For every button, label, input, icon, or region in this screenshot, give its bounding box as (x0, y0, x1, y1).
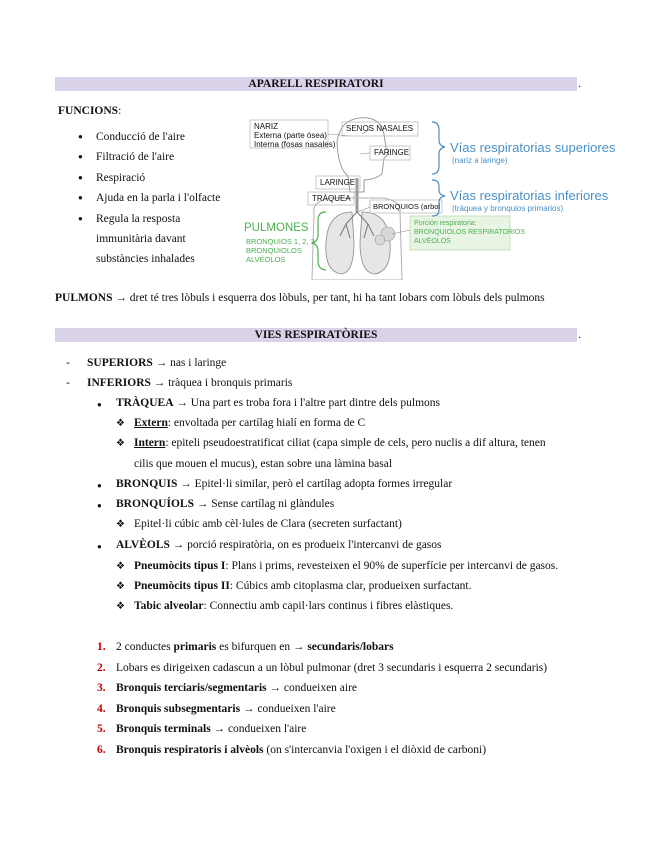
intern-line (134, 437, 546, 449)
bronquis-line (116, 478, 452, 490)
alveols-rest: → porció respiratòria, on es produeix l'intercanvi de gasos (169, 539, 442, 551)
tabic-line (134, 600, 453, 612)
functions-colon: : (118, 105, 122, 117)
functions-heading (58, 105, 121, 117)
pulmons-line (55, 292, 545, 304)
intern-rest: : epiteli pseudoestratificat ciliat (capa simple de cels, pero nuclis a dif altura, tenen (165, 437, 546, 449)
header-dot: . (578, 78, 581, 90)
numbered-item-mid: (on s'intercanvia l'oxigen i el diòxid de carboni) (263, 744, 487, 756)
numbered-item (116, 682, 357, 694)
pulmones-line1: BRONQUIOS 1, 2, 3 (246, 237, 315, 246)
upper-airways-sub: (nariz a laringe) (452, 156, 508, 165)
diamond-bullet-icon: ❖ (116, 581, 125, 592)
list-item-text: Ajuda en la parla i l'olfacte (96, 192, 221, 205)
bronquiols-line (116, 498, 334, 510)
pneumocits2-rest: : Cúbics amb citoplasma clar, produeixen surfactant. (229, 580, 472, 592)
numbered-item-pre: 2 conductes (116, 641, 174, 653)
intern-bold: Intern (134, 437, 166, 449)
list-item (78, 168, 248, 188)
numbered-item-bold: Bronquis terminals (116, 723, 211, 736)
list-number: 3. (97, 682, 106, 695)
numbered-item (116, 703, 336, 715)
superiors-line (87, 357, 226, 369)
superiors-rest: → nas i laringe (152, 357, 227, 369)
pneumocits1-line (134, 560, 558, 572)
extern-rest: : envoltada per cartílag hialí en forma de C (167, 417, 366, 429)
list-item-text: immunitària davant (96, 233, 186, 246)
tabic-rest: : Connectiu amb capil·lars continus i fibres elàstiques. (203, 600, 454, 612)
list-number: 5. (97, 723, 106, 736)
alveols-line (116, 539, 442, 551)
numbered-item (116, 744, 486, 756)
alveols-bold: ALVÈOLS (116, 539, 170, 551)
traquea-line (116, 397, 440, 409)
nariz-title: NARIZ (254, 122, 278, 131)
list-item-continuation (78, 249, 248, 269)
tabic-bold: Tabic alveolar (134, 600, 204, 612)
numbered-item-mid: → condueixen aire (266, 682, 358, 695)
traquea-label: TRÁQUEA (312, 194, 351, 203)
traquea-bold: TRÀQUEA (116, 397, 174, 409)
bronquiols-rest: → Sense cartílag ni glàndules (193, 498, 335, 510)
numbered-item-mid: → condueixen l'aire (210, 723, 307, 736)
pulmones-line3: ALVÉOLOS (246, 255, 286, 264)
numbered-item-mid: es bifurquen en (216, 641, 293, 653)
bronquiols-bold: BRONQUÍOLS (116, 498, 194, 510)
bronquiols-sub-line: Epitel·li cúbic amb cèl·lules de Clara (secreten surfactant) (134, 518, 402, 530)
pneumocits1-rest: : Plans i prims, revesteixen el 90% de superfície per intercanvi de gasos. (225, 560, 559, 572)
list-item (78, 147, 248, 167)
dash-marker: - (66, 377, 70, 389)
respiratory-diagram (242, 112, 622, 280)
diamond-bullet-icon: ❖ (116, 601, 125, 612)
numbered-item (116, 641, 394, 653)
dash-marker: - (66, 357, 70, 369)
list-item-text: Filtració de l'aire (96, 151, 175, 164)
respiratory-portion-box (414, 219, 525, 246)
lower-airways-sub: (tráquea y bronquios primarios) (452, 204, 564, 213)
list-item-continuation (78, 229, 248, 249)
header-dot: . (578, 329, 581, 341)
inferiors-line (87, 377, 292, 389)
nariz-label (254, 122, 335, 149)
laringe-label: LARINGE (320, 178, 356, 187)
numbered-item-bold: Bronquis terciaris/segmentaris (116, 682, 267, 695)
resp-title: Porción respiratoria: (414, 220, 477, 227)
numbered-item-bold2: → secundaris/lobars (292, 641, 394, 653)
pulmones-line2: BRONQUIOLOS (246, 246, 302, 255)
list-item-text: Conducció de l'aire (96, 131, 185, 143)
list-item (78, 127, 248, 147)
lower-airways-title: Vías respiratorias inferiores (450, 188, 609, 203)
list-item-text: substàncies inhalades (96, 253, 195, 266)
bronquis-bold: BRONQUIS (116, 478, 178, 490)
pulmons-bold: PULMONS (55, 292, 113, 304)
diamond-bullet-icon: ❖ (116, 561, 125, 572)
senos-label: SENOS NASALES (346, 124, 414, 133)
upper-airways-title: Vías respiratorias superiores (450, 140, 616, 155)
faringe-label: FARINGE (374, 148, 410, 157)
bullet-icon: ● (97, 542, 102, 551)
resp-line2: ALVÉOLOS (414, 238, 451, 245)
list-item-text: Respiració (96, 171, 146, 184)
pulmones-title: PULMONES (244, 222, 309, 234)
extern-line (134, 417, 365, 429)
functions-list (78, 127, 248, 270)
section-header-title: APARELL RESPIRATORI (248, 78, 384, 90)
traquea-rest: → Una part es troba fora i l'altre part dintre dels pulmons (173, 397, 441, 409)
superiors-bold: SUPERIORS (87, 357, 153, 369)
pulmones-list (246, 237, 315, 264)
nariz-line2: Interna (fosas nasales) (254, 140, 336, 149)
numbered-item (116, 662, 547, 674)
bronquios-label: BRONQUIOS (arbol (373, 202, 441, 211)
list-item (78, 188, 248, 208)
diamond-bullet-icon: ❖ (116, 519, 125, 530)
numbered-item-mid: → condueixen l'aire (240, 702, 336, 715)
extern-bold: Extern (134, 417, 168, 429)
pneumocits1-bold: Pneumòcits tipus I (134, 560, 226, 572)
bullet-icon: ● (97, 400, 102, 409)
section-header-aparell (55, 77, 581, 91)
numbered-item-bold: Bronquis respiratoris i alvèols (116, 744, 264, 756)
inferiors-rest: → tràquea i bronquis primaris (150, 377, 293, 389)
intern-line-2: cilis que mouen el mucus), estan sobre una làmina basal (134, 458, 393, 470)
functions-title: FUNCIONS (58, 105, 119, 117)
list-item (78, 209, 248, 229)
nariz-line1: Externa (parte ósea) (254, 131, 327, 140)
pulmons-rest: → dret té tres lòbuls i esquerra dos lòbuls, per tant, hi ha tant lobars com lòbuls dels pulmons (112, 292, 545, 304)
inferiors-bold: INFERIORS (87, 377, 151, 389)
list-number: 4. (97, 702, 106, 715)
numbered-item-bold: primaris (173, 641, 217, 653)
resp-line1: BRONQUIOLOS RESPIRATORIOS (414, 229, 525, 236)
numbered-item-bold: Bronquis subsegmentaris (116, 702, 241, 715)
bullet-icon: ● (97, 501, 102, 510)
list-number: 2. (97, 661, 106, 674)
list-item-text: Regula la resposta (96, 212, 181, 225)
section-header-vies (55, 328, 581, 342)
bronquis-rest: → Epitel·li similar, però el cartílag adopta formes irregular (177, 478, 453, 490)
diamond-bullet-icon: ❖ (116, 418, 125, 429)
pneumocits2-line (134, 580, 471, 592)
numbered-item-pre: Lobars es dirigeixen cadascun a un lòbul pulmonar (dret 3 secundaris i esquerra 2 secundaris) (116, 661, 548, 674)
pneumocits2-bold: Pneumòcits tipus II (134, 580, 230, 592)
section-header-title: VIES RESPIRATÒRIES (254, 329, 378, 341)
bullet-icon: ● (97, 481, 102, 490)
list-number: 6. (97, 744, 106, 756)
numbered-item (116, 723, 306, 735)
diamond-bullet-icon: ❖ (116, 438, 125, 449)
list-number: 1. (97, 641, 106, 653)
